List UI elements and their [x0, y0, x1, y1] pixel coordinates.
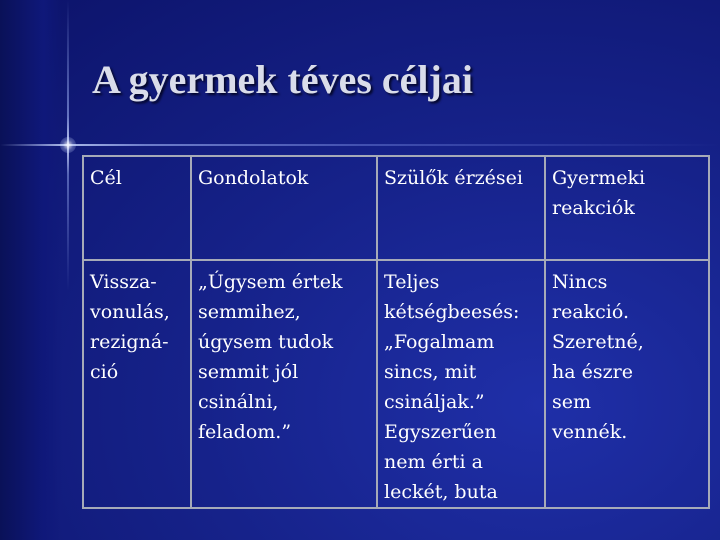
- table-row: [83, 260, 709, 508]
- decorative-flare-horizontal: [0, 144, 720, 146]
- header-cell-child-reactions: Gyermeki reakciók: [545, 156, 709, 260]
- goals-table: [82, 155, 710, 509]
- cell-goal: Vissza- vonulás, rezigná- ció: [83, 260, 191, 508]
- cell-thoughts: „Úgysem értek semmihez, úgysem tudok semmit jól csinálni, feladom.”: [191, 260, 377, 508]
- slide-sidebar-band: [0, 0, 62, 540]
- cell-parent-feelings: Teljes kétségbeesés: „Fogalmam sincs, mit csináljak.” Egyszerűen nem érti a leckét, buta: [377, 260, 545, 508]
- header-cell-thoughts: Gondolatok: [191, 156, 377, 260]
- table-header-row: [83, 156, 709, 260]
- header-cell-goal: Cél: [83, 156, 191, 260]
- cell-child-reactions: Nincs reakció. Szeretné, ha észre sem vennék.: [545, 260, 709, 508]
- header-cell-parent-feelings: Szülők érzései: [377, 156, 545, 260]
- slide-title: A gyermek téves céljai: [92, 57, 473, 102]
- decorative-flare-star: [60, 137, 76, 153]
